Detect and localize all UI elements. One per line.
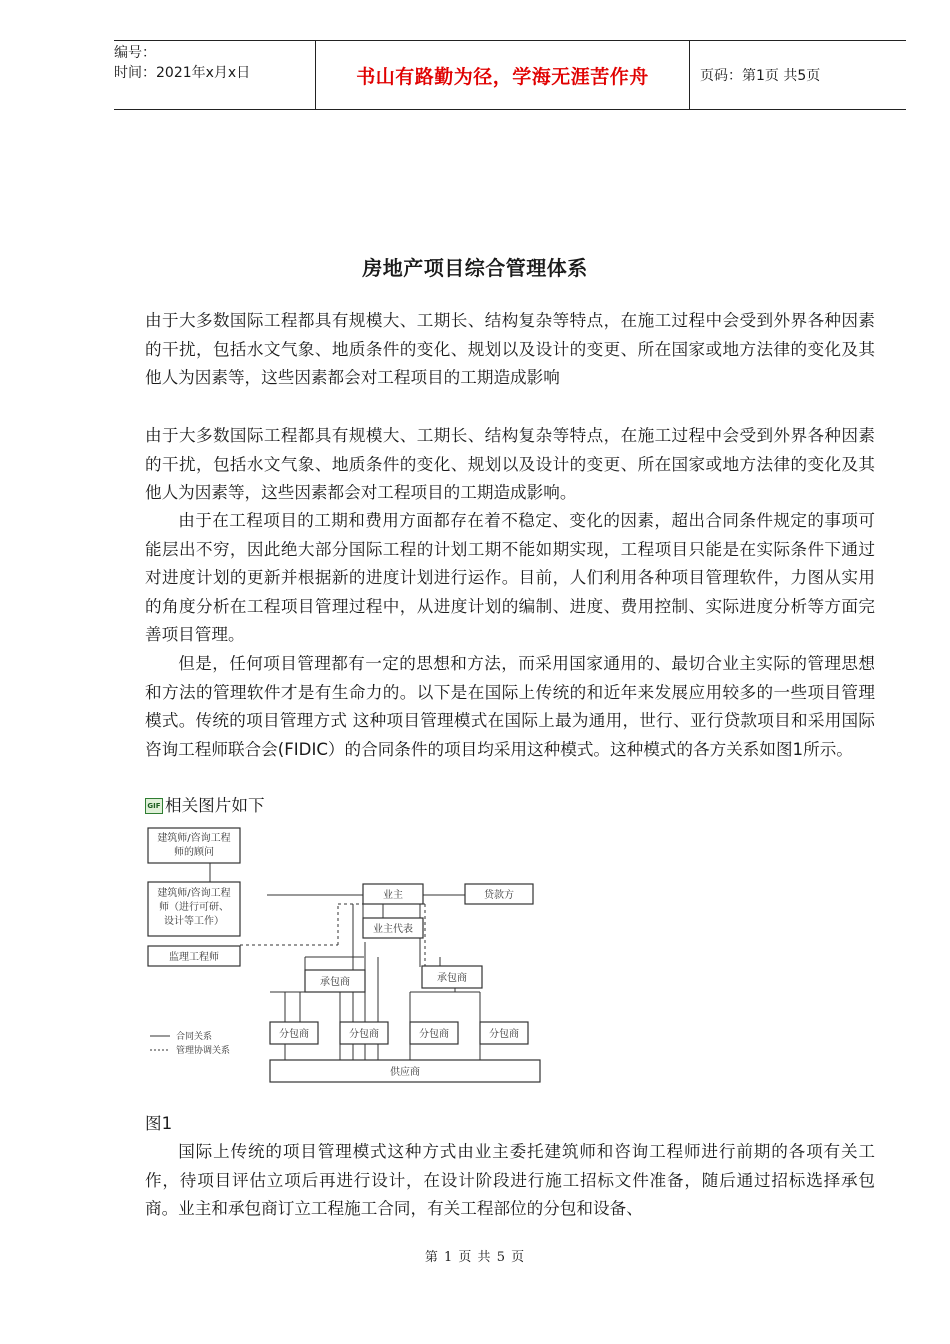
subcontractor-4-label: 分包商 (489, 1029, 519, 1040)
legend-contract-label: 合同关系 (176, 1032, 213, 1042)
project-relationship-diagram (140, 822, 560, 1087)
consultant-line2: 师（进行可研、 (159, 902, 229, 913)
paragraph-2: 由于大多数国际工程都具有规模大、工期长、结构复杂等特点，在施工过程中会受到外界各种因素的干扰，包括水文气象、地质条件的变化、规划以及设计的变更、所在国家或地方法律的变化及其他人为因素等，这些因素都会对工程项目的工期造成影响。 (145, 426, 875, 502)
owner-rep-label: 业主代表 (373, 924, 413, 935)
header-motto: 书山有路勤为径，学海无涯苦作舟 (356, 65, 649, 88)
page-footer: 第 1 页 共 5 页 (424, 1250, 526, 1265)
consultant-advisor-line1: 建筑师/咨询工程 (157, 833, 231, 844)
paragraph-after-figure: 国际上传统的项目管理模式这种方式由业主委托建筑师和咨询工程师进行前期的各项有关工作，待项目评估立项后再进行设计，在设计阶段进行施工招标文件准备，随后通过招标选择承包商。业主和承包商订立工程施工合同，有关工程部位的分包和设备、 (145, 1142, 875, 1218)
header-motto-cell (315, 41, 690, 109)
subcontractor-3-label: 分包商 (419, 1029, 449, 1040)
paragraph-1: 由于大多数国际工程都具有规模大、工期长、结构复杂等特点，在施工过程中会受到外界各种因素的干扰，包括水文气象、地质条件的变化、规划以及设计的变更、所在国家或地方法律的变化及其他人为因素等，这些因素都会对工程项目的工期造成影响 (145, 311, 875, 387)
subcontractor-2-label: 分包商 (349, 1029, 379, 1040)
consultant-advisor-line2: 师的顾问 (174, 847, 214, 858)
subcontractor-1-label: 分包商 (279, 1029, 309, 1040)
lender-label: 贷款方 (484, 890, 514, 901)
header-meta (114, 41, 314, 111)
document-header (114, 40, 906, 110)
contractor-left-label: 承包商 (320, 977, 350, 988)
owner-label: 业主 (383, 890, 403, 901)
consultant-line3: 设计等工作） (164, 916, 224, 927)
diagram-legend (150, 1030, 230, 1056)
time-label: 时间：2021年x月x日 (114, 65, 251, 81)
supplier-label: 供应商 (390, 1067, 420, 1078)
image-caption: 相关图片如下 (165, 796, 265, 815)
legend-coordination-label: 管理协调关系 (176, 1046, 231, 1056)
supervisor-label: 监理工程师 (169, 952, 219, 963)
document-title: 房地产项目综合管理体系 (362, 256, 588, 280)
contractor-right-label: 承包商 (437, 973, 467, 984)
image-caption-line (145, 792, 265, 820)
gif-image-icon[interactable]: GIF (145, 798, 163, 814)
consultant-line1: 建筑师/咨询工程 (157, 888, 231, 899)
figure-label: 图1 (145, 1114, 173, 1133)
paragraph-4: 但是，任何项目管理都有一定的思想和方法，而采用国家通用的、最切合业主实际的管理思想和方法的管理软件才是有生命力的。以下是在国际上传统的和近年来发展应用较多的一些项目管理模式。传统的项目管理方式 这种项目管理模式在国际上最为通用，世行、亚行贷款项目和采用国际咨询工程师联合会(FIDIC）的合同条件的项目均采用这种模式。这种模式的各方关系如图1所示。 (145, 654, 875, 759)
header-page-info: 页码：第1页 共5页 (700, 68, 821, 84)
number-label: 编号： (114, 45, 156, 61)
paragraph-3: 由于在工程项目的工期和费用方面都存在着不稳定、变化的因素，超出合同条件规定的事项可能层出不穷，因此绝大部分国际工程的计划工期不能如期实现，工程项目只能是在实际条件下通过对进度计划的更新并根据新的进度计划进行运作。目前，人们利用各种项目管理软件，力图从实用的角度分析在工程项目管理过程中，从进度计划的编制、进度、费用控制、实际进度分析等方面完善项目管理。 (145, 511, 875, 644)
